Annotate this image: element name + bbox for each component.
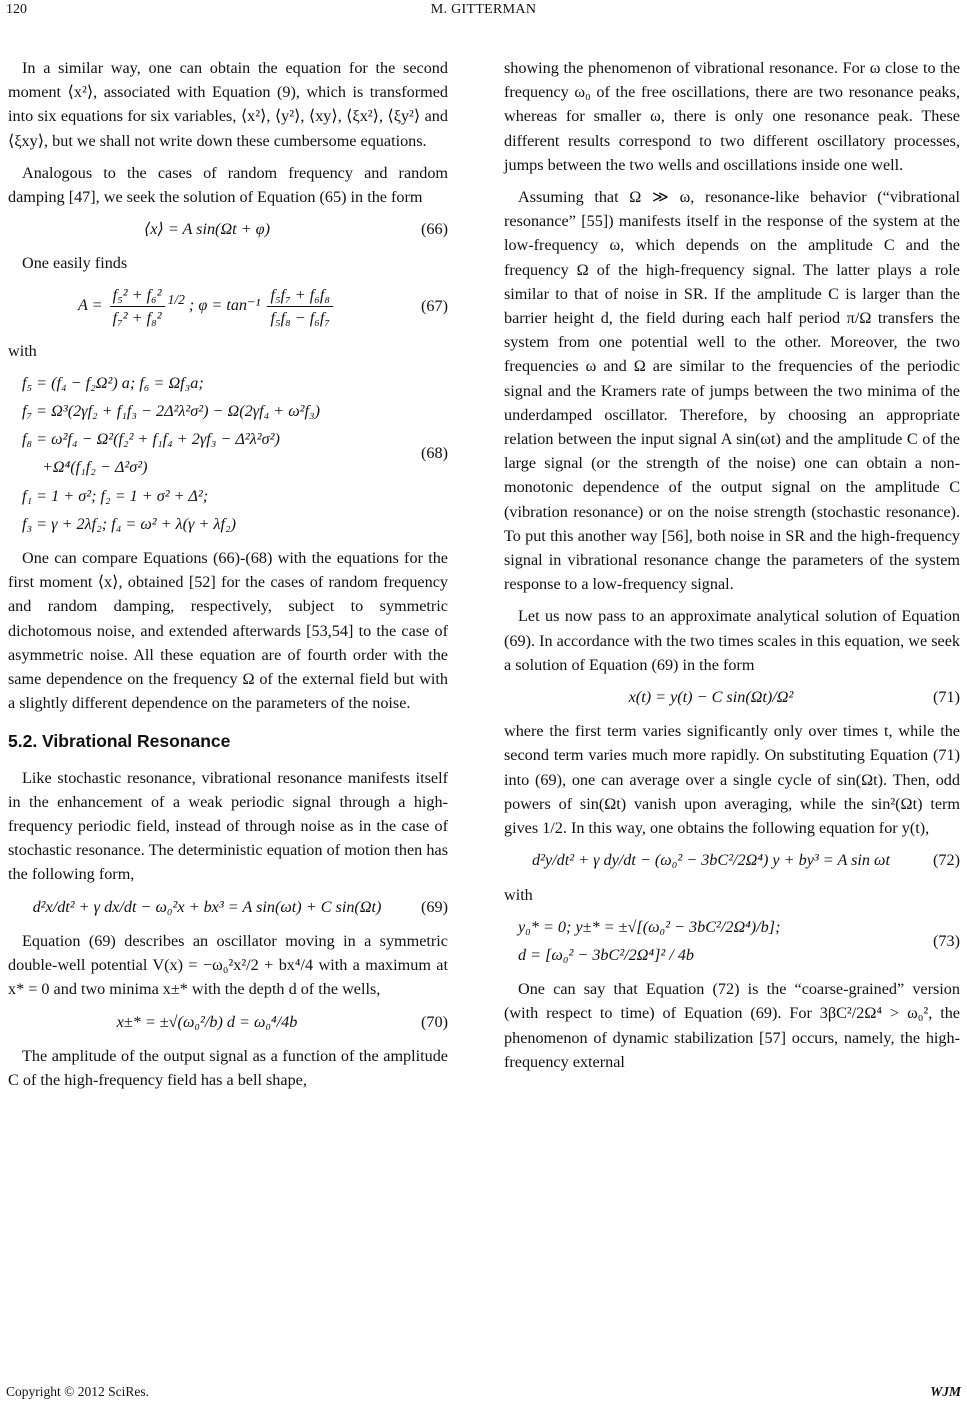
equation-body: ⟨x⟩ = A sin(Ωt + φ) xyxy=(143,220,271,239)
equation-lines xyxy=(8,371,448,536)
paragraph: showing the phenomenon of vibrational resonance. For ω close to the frequency ω₀ of the free oscillations, there are two resonance peaks, whereas for smaller ω, there is only one resonance peak. These different results correspond to two different oscillatory processes, jumps between the two wells and oscillations inside one well. xyxy=(504,59,960,174)
equation-number: (69) xyxy=(421,897,448,916)
copyright-notice: Copyright © 2012 SciRes. xyxy=(6,1384,150,1399)
equation-number: (68) xyxy=(421,444,448,463)
paragraph: with xyxy=(8,341,37,360)
paragraph: Assuming that Ω ≫ ω, resonance-like behavior (“vibrational resonance” [55]) manifests itself in the response of the system at the low-frequency ω, which depends on the amplitude C and the frequency Ω of the high-frequency signal. The latter plays a role similar to that of noise in SR. If the amplitude C is larger than the barrier height d, the field during each half period π/Ω transfers the system from one potential well to the other. Moreover, the two frequencies ω and Ω are similar to the frequencies of the periodic signal and the Kramers rate of jumps between the two minima of the underdamped oscillator. Therefore, by choosing an appropriate relation between the input signal A sin(ωt) and the amplitude C of the large signal (or the strength of the noise) one can obtain a non-monotonic dependence of the output signal on the amplitude C (vibration resonance) or on the noise strength (stochastic resonance). To put this another way [56], both noise in SR and the high-frequency signal in vibrational resonance change the parameters of the system response to a low-frequency signal. xyxy=(504,188,960,594)
right-column xyxy=(504,56,960,1082)
equation-number: (72) xyxy=(933,851,960,870)
equation-body xyxy=(8,284,406,329)
equation-68 xyxy=(8,371,448,536)
paragraph: Let us now pass to an approximate analytical solution of Equation (69). In accordance with the two times scales in this equation, we seek a solution of Equation (69) in the form xyxy=(504,607,960,674)
equation-line: f₁ = 1 + σ²; f₂ = 1 + σ² + Δ²; xyxy=(22,486,209,505)
page-number: 120 xyxy=(6,2,27,17)
equation-72 xyxy=(504,848,960,872)
paragraph: with xyxy=(504,885,533,904)
denominator: f₇² + f₈² xyxy=(112,308,162,327)
equation-number: (66) xyxy=(421,220,448,239)
paragraph: One easily finds xyxy=(22,254,128,273)
equation-line: y₀* = 0; y±* = ±√[(ω₀² − 3bC²/2Ω⁴)/b]; xyxy=(518,917,781,936)
equation-body: d²x/dt² + γ dx/dt − ω₀²x + bx³ = A sin(ωt) + C sin(Ωt) xyxy=(32,897,382,916)
paragraph: Analogous to the cases of random frequency and random damping [47], we seek the solution of Equation (65) in the form xyxy=(8,163,448,207)
exponent: 1/2 xyxy=(167,291,185,307)
equation-line: f₅ = (f₄ − f₂Ω²) a; f₆ = Ωf₃a; xyxy=(22,373,204,392)
equation-number: (73) xyxy=(933,931,960,950)
fraction xyxy=(110,284,165,329)
equation-66 xyxy=(8,217,448,241)
equation-number: (71) xyxy=(933,688,960,707)
left-column xyxy=(8,56,448,1100)
equation-line: d = [ω₀² − 3bC²/2Ω⁴]² / 4b xyxy=(518,945,695,964)
section-heading: 5.2. Vibrational Resonance xyxy=(8,731,231,752)
fraction xyxy=(267,284,333,329)
equation-67 xyxy=(8,284,448,329)
eq67-phi-label: ; φ = tan⁻¹ xyxy=(188,295,261,314)
equation-73 xyxy=(504,915,960,967)
paragraph: One can compare Equations (66)-(68) with the equations for the first moment ⟨x⟩, obtained [52] for the cases of random frequency and random damping, respectively, subject to symmetric dichotomous noise, and extended afterwards [53,54] to the case of asymmetric noise. All these equation are of fourth order with the same dependence on the frequency Ω of the external field but with a slightly different dependence on the parameters of the noise. xyxy=(8,549,448,713)
equation-line: f₃ = γ + 2λf₂; f₄ = ω² + λ(γ + λf₂) xyxy=(22,514,236,533)
paragraph: One can say that Equation (72) is the “coarse-grained” version (with respect to time) of Equation (69). For 3βC²/2Ω⁴ > ω₀², the phenomenon of dynamic stabilization [57] occurs, namely, the high-frequency external xyxy=(504,980,960,1071)
paragraph: The amplitude of the output signal as a function of the amplitude C of the high-frequency field has a bell shape, xyxy=(8,1046,448,1089)
eq67-a-label: A = xyxy=(78,295,103,314)
paragraph: Like stochastic resonance, vibrational resonance manifests itself in the enhancement of a weak periodic signal through a high-frequency periodic field, instead of through noise as in the case of stochastic resonance. The deterministic equation of motion then has the following form, xyxy=(8,768,448,884)
equation-number: (70) xyxy=(421,1012,448,1031)
paragraph: Equation (69) describes an oscillator moving in a symmetric double-well potential V(x) = −ω₀²x²/2 + bx⁴/4 with a maximum at x* = 0 and two minima x±* with the depth d of the wells, xyxy=(8,931,448,999)
equation-number: (67) xyxy=(421,297,448,316)
numerator: f₅² + f₆² xyxy=(110,284,165,307)
equation-lines xyxy=(504,915,960,967)
paragraph: where the first term varies significantly only over times t, while the second term varies much more rapidly. On substituting Equation (71) into (69), one can average over a single cycle of sin(Ωt). Then, odd powers of sin(Ωt) vanish upon averaging, while the sin²(Ωt) term gives 1/2. In this way, one obtains the following equation for y(t), xyxy=(504,722,960,838)
equation-body: d²y/dt² + γ dy/dt − (ω₀² − 3bC²/2Ω⁴) y + by³ = A sin ωt xyxy=(532,851,890,870)
journal-abbreviation: WJM xyxy=(930,1384,961,1399)
equation-line: f₇ = Ω³(2γf₂ + f₁f₃ − 2Δ²λ²σ²) − Ω(2γf₄ + ω²f₃) xyxy=(22,402,321,421)
paragraph: In a similar way, one can obtain the equation for the second moment ⟨x²⟩, associated with Equation (9), which is transformed into six equations for six variables, ⟨x²⟩, ⟨y²⟩, ⟨xy⟩, ⟨ξx²⟩, ⟨ξy²⟩ and ⟨ξxy⟩, but we shall not write down these cumbersome equations. xyxy=(8,59,448,150)
equation-body: x±* = ±√(ω₀²/b) d = ω₀⁴/4b xyxy=(116,1012,298,1031)
denominator: f₅f₈ − f₆f₇ xyxy=(270,308,330,327)
equation-line: f₈ = ω²f₄ − Ω²(f₂² + f₁f₄ + 2γf₃ − Δ²λ²σ²) xyxy=(22,430,280,449)
equation-70 xyxy=(8,1010,448,1034)
running-header-author: M. GITTERMAN xyxy=(430,2,537,17)
equation-69 xyxy=(8,895,448,919)
numerator: f₅f₇ + f₆f₈ xyxy=(267,284,333,307)
equation-line: +Ω⁴(f₁f₂ − Δ²σ²) xyxy=(42,458,148,477)
equation-body: x(t) = y(t) − C sin(Ωt)/Ω² xyxy=(628,688,794,707)
equation-71 xyxy=(504,685,960,709)
